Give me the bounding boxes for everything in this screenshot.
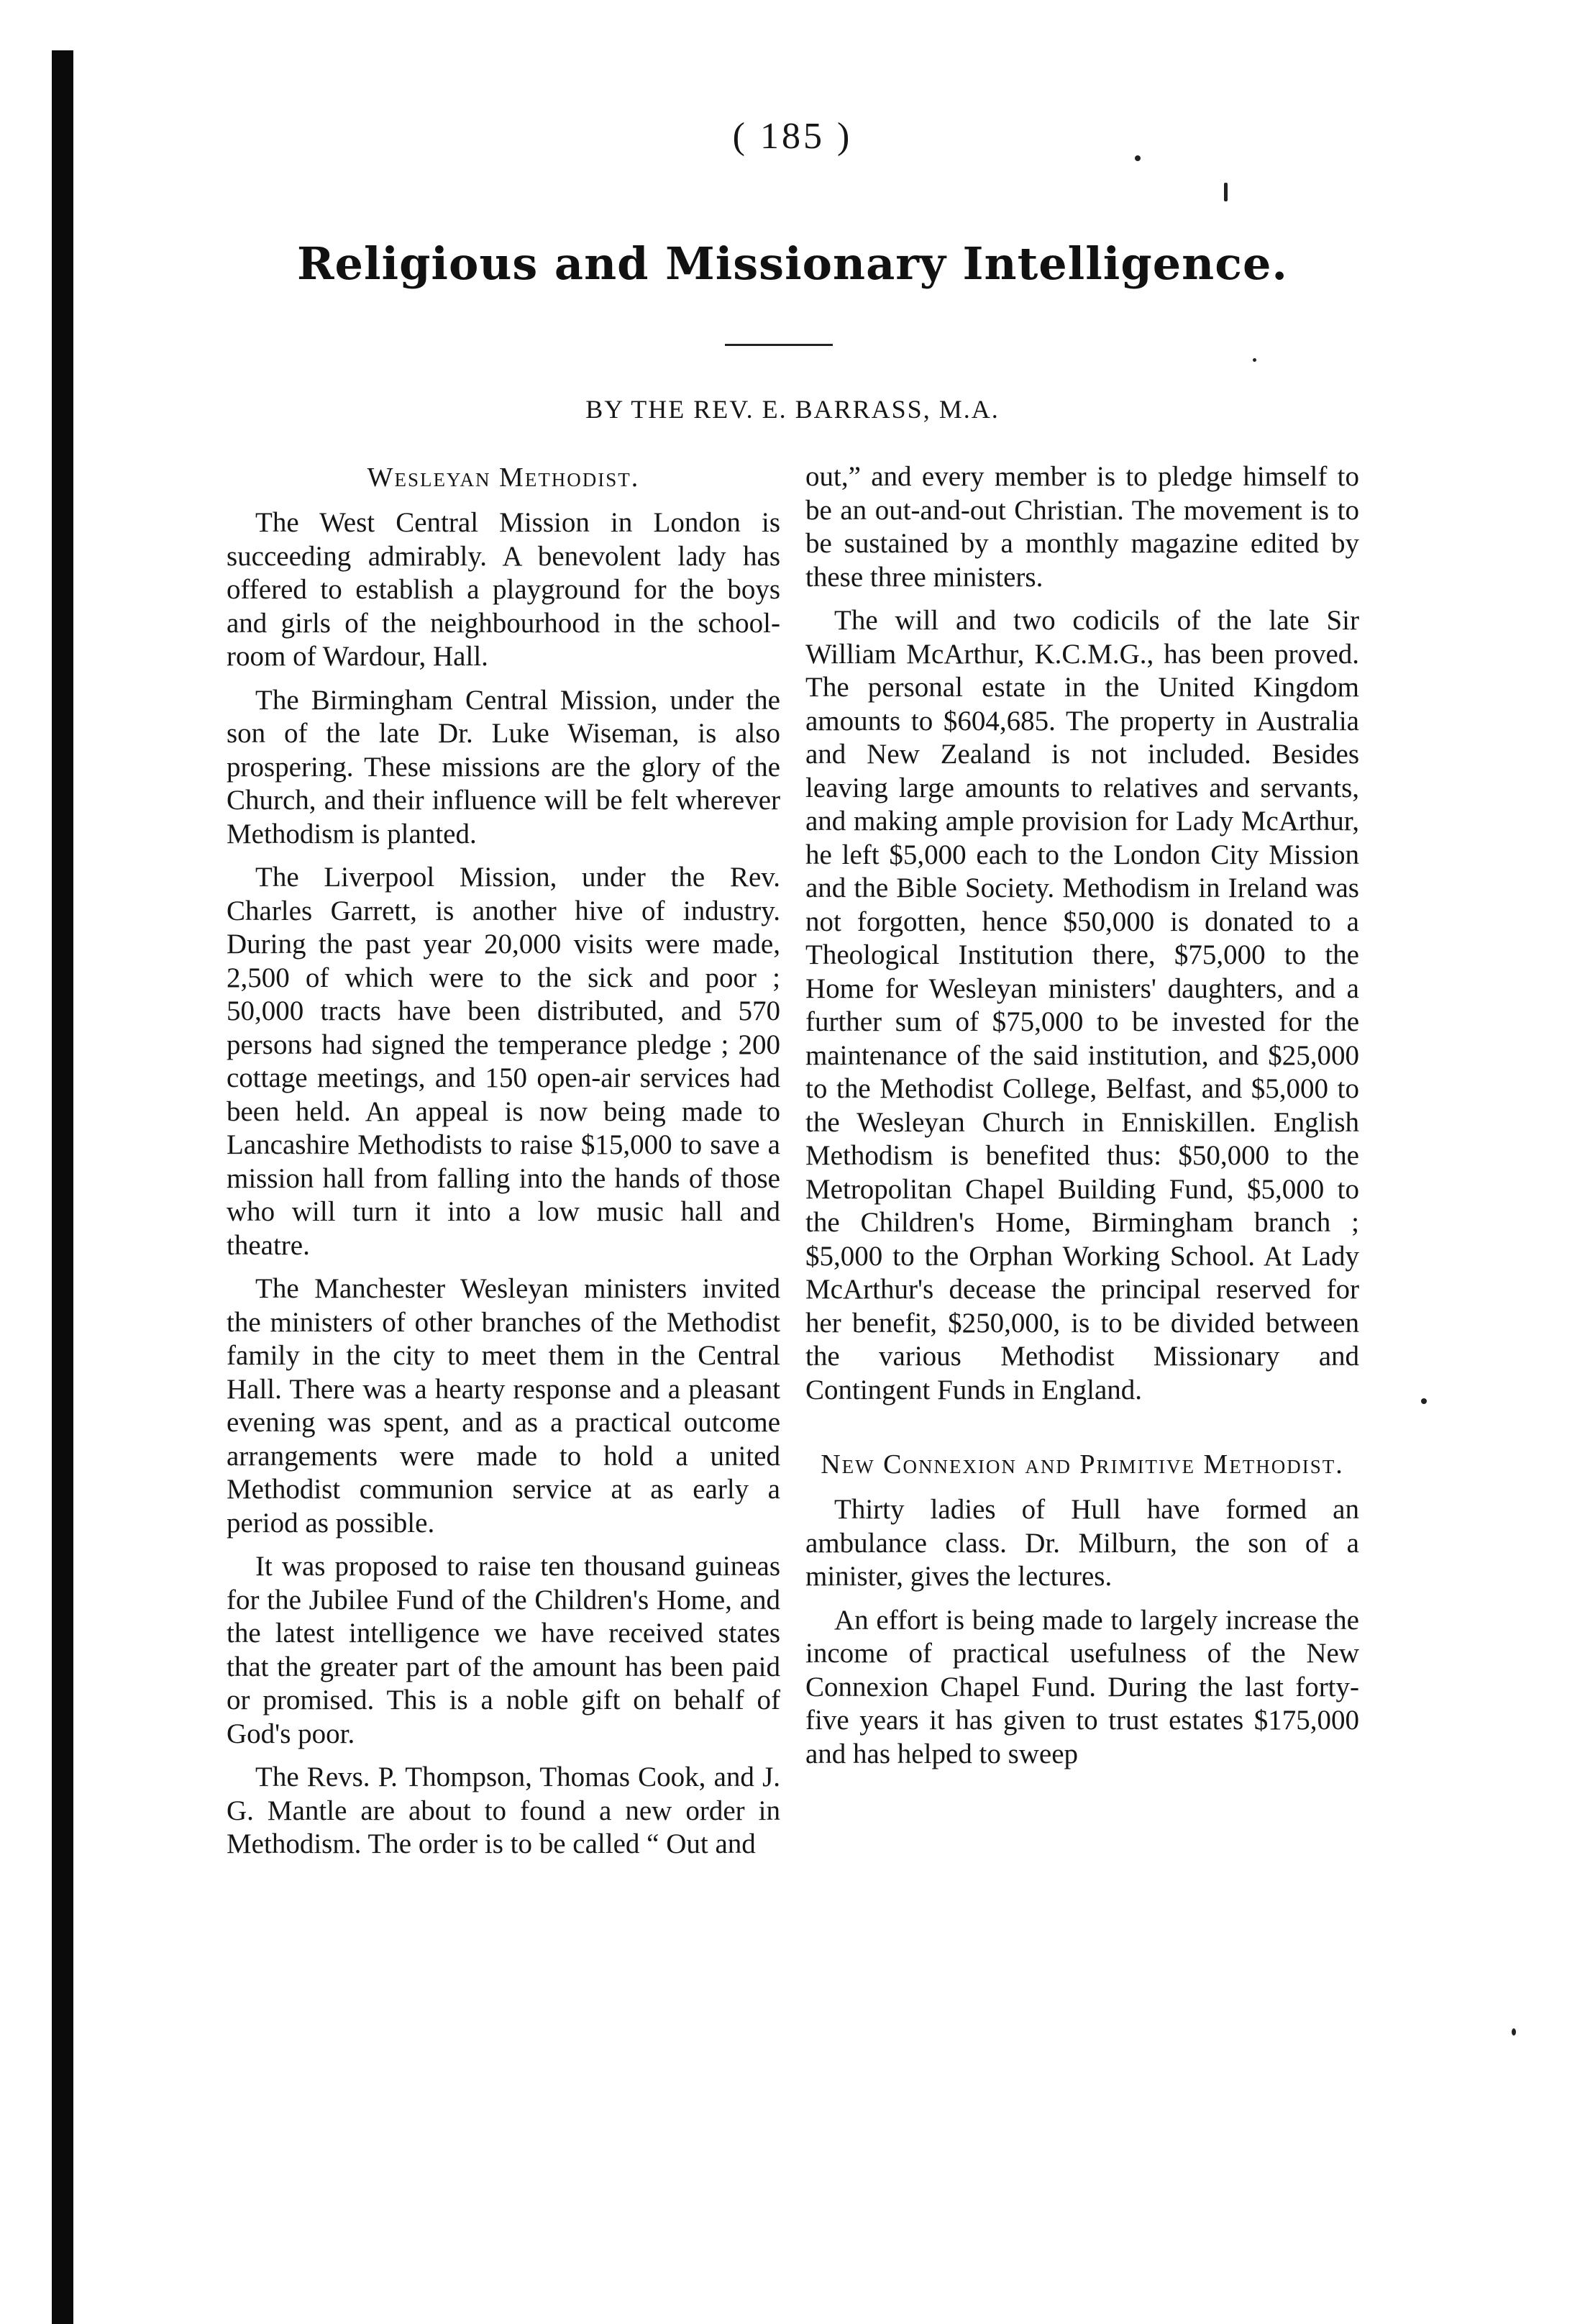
- paragraph: The Revs. P. Thompson, Thomas Cook, and J. G. Mantle are about to found a new order in Methodism. The order is to be called “ Out and: [227, 1762, 780, 1859]
- print-speck: [1253, 358, 1256, 362]
- section-heading-wesleyan: Wesleyan Methodist.: [367, 462, 640, 493]
- print-speck: [1224, 183, 1228, 201]
- page-number: ( 185 ): [732, 116, 853, 157]
- page-title: Religious and Missionary Intelligence.: [297, 237, 1288, 290]
- paragraph: Thirty ladies of Hull have formed an ambulance class. Dr. Milburn, the son of a minister, gives the lectures.: [805, 1494, 1359, 1592]
- right-column: [805, 460, 1359, 1781]
- paragraph: The will and two codicils of the late Sir William McArthur, K.C.M.G., has been proved. The personal estate in the United Kingdom amounts to $604,685. The property in Australia and New Zealand is not included. Besides leaving large amounts to relatives and servants, and making ample provision for Lady McArthur, he left $5,000 each to the London City Mission and the Bible Society. Methodism in Ireland was not forgotten, hence $50,000 is donated to a Theological Institution there, $75,000 to the Home for Wesleyan ministers' daughters, and a further sum of $75,000 to be invested for the maintenance of the said institution, and $25,000 to the Methodist College, Belfast, and $5,000 to the Wesleyan Church in Enniskillen. English Methodism is benefited thus: $50,000 to the Metropolitan Chapel Building Fund, $5,000 to the Children's Home, Birmingham branch ; $5,000 to the Orphan Working School. At Lady McArthur's decease the principal reserved for her benefit, $250,000, is to be divided between the various Methodist Missionary and Contingent Funds in England.: [805, 605, 1359, 1405]
- section-heading-new-connexion: New Connexion and Primitive Methodist.: [821, 1449, 1344, 1480]
- binding-edge: [52, 50, 73, 2324]
- print-speck: [1512, 2028, 1516, 2036]
- paragraph: An effort is being made to largely increase the income of practical usefulness of the New Connexion Chapel Fund. During the last forty-five years it has given to trust estates $175,000 and has helped to sweep: [805, 1604, 1359, 1769]
- title-divider: [725, 344, 833, 346]
- byline: BY THE REV. E. BARRASS, M.A.: [585, 395, 1000, 424]
- paragraph-continued: out,” and every member is to pledge himself to be an out-and-out Christian. The movement is to be sustained by a monthly magazine edited by these three ministers.: [805, 461, 1359, 593]
- paragraph: The West Central Mission in London is succeeding admirably. A benevolent lady has offered to establish a playground for the boys and girls of the neighbourhood in the school-room of Wardour, Hall.: [227, 507, 780, 672]
- paragraph: The Birmingham Central Mission, under the son of the late Dr. Luke Wiseman, is also prospering. These missions are the glory of the Church, and their influence will be felt wherever Methodism is planted.: [227, 684, 780, 849]
- print-speck: [1421, 1398, 1427, 1404]
- left-column: [227, 460, 780, 1872]
- paragraph: It was proposed to raise ten thousand guineas for the Jubilee Fund of the Children's Home, and the latest intelligence we have received states that the greater part of the amount has been paid or promised. This is a noble gift on behalf of God's poor.: [227, 1551, 780, 1749]
- paragraph: The Manchester Wesleyan ministers invited the ministers of other branches of the Methodist family in the city to meet them in the Central Hall. There was a hearty response and a pleasant evening was spent, and as a practical outcome arrangements were made to hold a united Methodist communion service at as early a period as possible.: [227, 1273, 780, 1539]
- paragraph: The Liverpool Mission, under the Rev. Charles Garrett, is another hive of industry. During the past year 20,000 visits were made, 2,500 of which were to the sick and poor ; 50,000 tracts have been distributed, and 570 persons had signed the temperance pledge ; 200 cottage meetings, and 150 open-air services had been held. An appeal is now being made to Lancashire Methodists to raise $15,000 to save a mission hall from falling into the hands of those who will turn it into a low music hall and theatre.: [227, 862, 780, 1261]
